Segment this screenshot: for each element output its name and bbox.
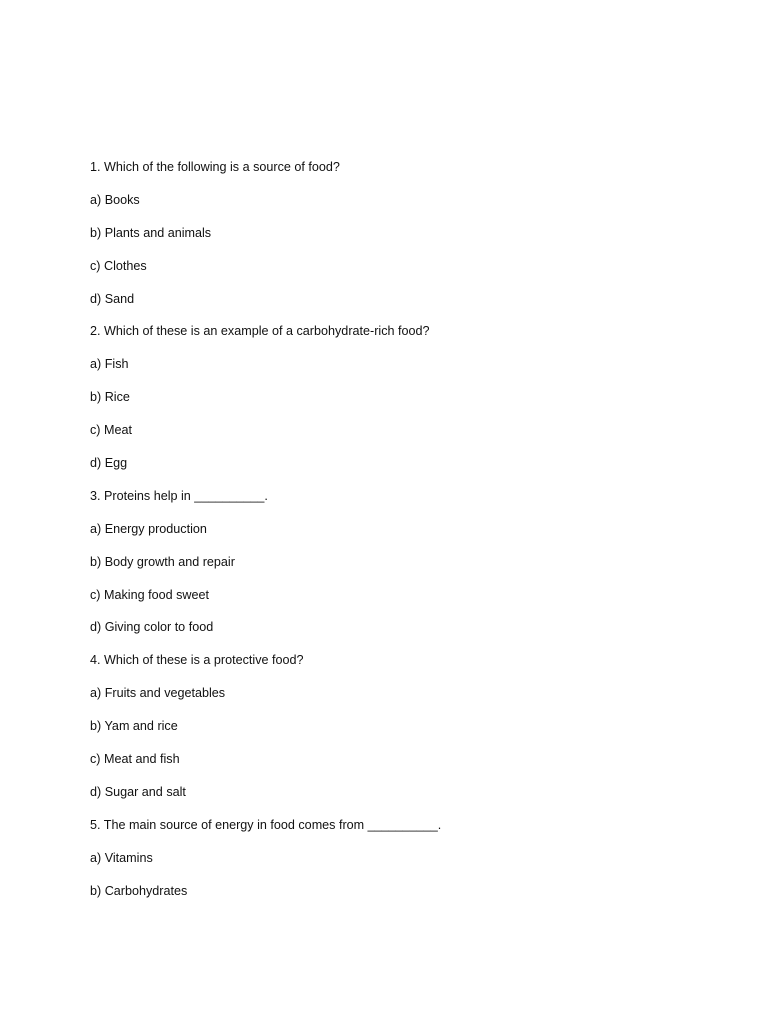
question-2-option-d: d) Egg — [90, 456, 128, 471]
question-5-option-a: a) Vitamins — [90, 850, 153, 865]
question-5-text: 5. The main source of energy in food comes from __________. — [90, 817, 442, 832]
question-3-option-a: a) Energy production — [90, 521, 207, 536]
question-4-text: 4. Which of these is a protective food? — [90, 653, 304, 668]
question-4-option-d: d) Sugar and salt — [90, 784, 186, 799]
question-1-option-d: d) Sand — [90, 291, 135, 306]
question-1-option-b: b) Plants and animals — [90, 225, 212, 240]
question-3-text: 3. Proteins help in __________. — [90, 488, 268, 503]
question-3-option-b: b) Body growth and repair — [90, 554, 235, 569]
question-2-option-b: b) Rice — [90, 390, 130, 405]
question-3-option-d: d) Giving color to food — [90, 620, 214, 635]
question-1-option-a: a) Books — [90, 192, 140, 207]
question-2-text: 2. Which of these is an example of a carbohydrate-rich food? — [90, 324, 430, 339]
question-2-option-a: a) Fish — [90, 357, 129, 372]
question-list — [90, 157, 730, 913]
question-4-option-b: b) Yam and rice — [90, 719, 178, 734]
question-3-option-c: c) Making food sweet — [90, 587, 209, 602]
question-1-text: 1. Which of the following is a source of food? — [90, 160, 340, 174]
question-1-option-c: c) Clothes — [90, 258, 147, 273]
question-5-option-b: b) Carbohydrates — [90, 883, 188, 898]
question-4-option-a: a) Fruits and vegetables — [90, 686, 226, 701]
question-2-option-c: c) Meat — [90, 423, 132, 438]
question-4-option-c: c) Meat and fish — [90, 752, 180, 767]
